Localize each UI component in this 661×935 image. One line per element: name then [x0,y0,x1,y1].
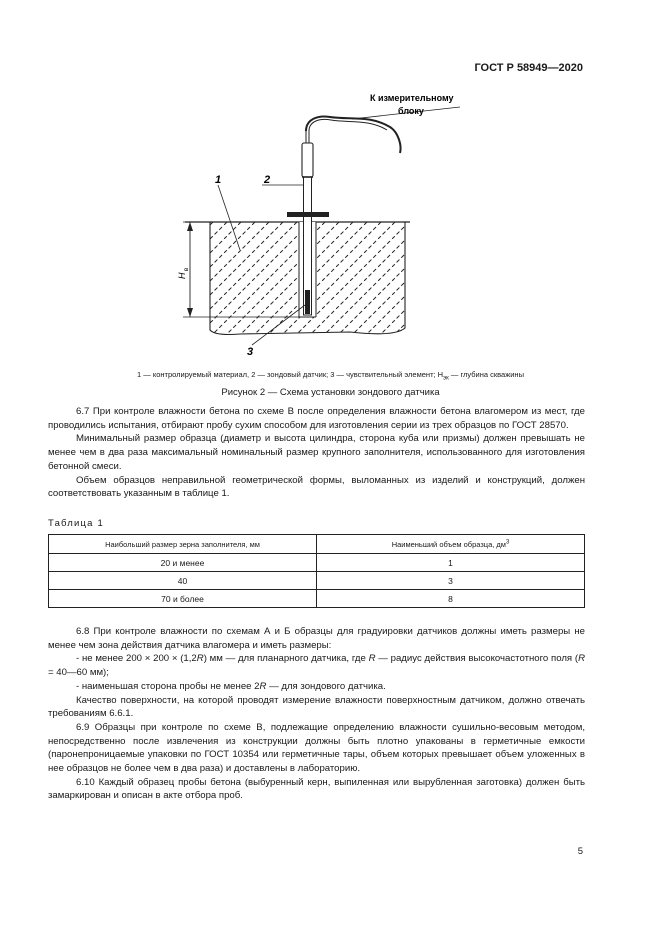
figure-legend: 1 — контролируемый материал, 2 — зондовый датчик; 3 — чувствительный элемент; $H_{эк}$ — глубина скважины [137,370,524,382]
cable-label: К измерительному [370,93,454,103]
depth-label: H [177,272,187,279]
table-cell: 1 [317,554,585,572]
section-6-8-to-6-10 [48,625,585,803]
paragraph-6-8: 6.8 При контроле влажности по схемам А и Б образцы для градуировки датчиков должны иметь размеры не менее чем зона действия датчика влагомера и иметь размеры: [48,626,585,651]
table-cell: 8 [317,590,585,608]
paragraph-min-size: Минимальный размер образца (диаметр и высота цилиндра, сторона куба или призмы) должен превышать не менее чем в два раза максимальный номинальный размер крупного заполнителя, использованного для изготовления бетонной смеси. [48,433,585,472]
column-header-grain: Наибольший размер зерна заполнителя, мм [49,535,317,554]
table-row [49,590,585,608]
document-code: ГОСТ Р 58949—2020 [474,62,583,74]
table-cell: 3 [317,572,585,590]
table-header-row [49,535,585,554]
depth-label-sub: в [184,267,190,271]
sample-volume-table [48,534,585,608]
table-cell: 40 [49,572,317,590]
paragraph-6-10: 6.10 Каждый образец пробы бетона (выбуренный керн, выпиленная или вырубленная заготовка) должен быть замаркирован и описан в акте отбора проб. [48,776,585,802]
marker-1: 1 [215,174,222,186]
table-label: Таблица 1 [48,518,104,529]
page-number: 5 [577,846,583,857]
probe-sensor [302,130,313,315]
table-row [49,572,585,590]
marker-2: 2 [264,174,271,186]
paragraph-6-7: 6.7 При контроле влажности бетона по схеме В после определения влажности бетона влагомером из мест, где проводились испытания, отбирают пробу сухим способом для изготовления серии из трех образцов по ГОСТ 28570. [48,406,585,431]
probe-flange [287,212,329,217]
probe-installation-diagram [0,85,661,365]
paragraph-surface-quality: Качество поверхности, на которой проводят измерение влажности поверхностным датчиком, должно отвечать требованиям 6.6.1. [48,694,585,720]
section-6-7 [48,405,585,501]
bullet-probe-sensor: - наименьшая сторона пробы не менее 2R — для зондового датчика. [76,680,386,692]
sensitive-element [305,290,310,314]
table-cell: 70 и более [49,590,317,608]
bullet-planar-sensor: - не менее 200 × 200 × (1,2R) мм — для планарного датчика, где R — радиус действия высокочастотного поля (R = 40—60 мм); [48,653,585,679]
cable-label-2: блоку [398,106,424,116]
column-header-volume: Наименьший объем образца, $дм^3$ [317,535,585,554]
paragraph-6-9: 6.9 Образцы при контроле по схеме В, подлежащие определению влажности сушильно-весовым методом, непосредственно после извлечения из конструкции должны быть плотно упакованы в герметичные емкости (паронепроницаемые упаковки по ГОСТ 10354 или герметичные тары, объем которых превышает объем уложенных в нее образцов не более чем в два раза) и доставлены в лабораторию. [48,721,585,775]
table-row [49,554,585,572]
paragraph-volume: Объем образцов неправильной геометрической формы, выломанных из изделий и конструкций, должен соответствовать указанным в таблице 1. [48,474,585,500]
figure-caption: Рисунок 2 — Схема установки зондового датчика [221,387,440,398]
marker-3: 3 [247,346,254,358]
table-cell: 20 и менее [49,554,317,572]
